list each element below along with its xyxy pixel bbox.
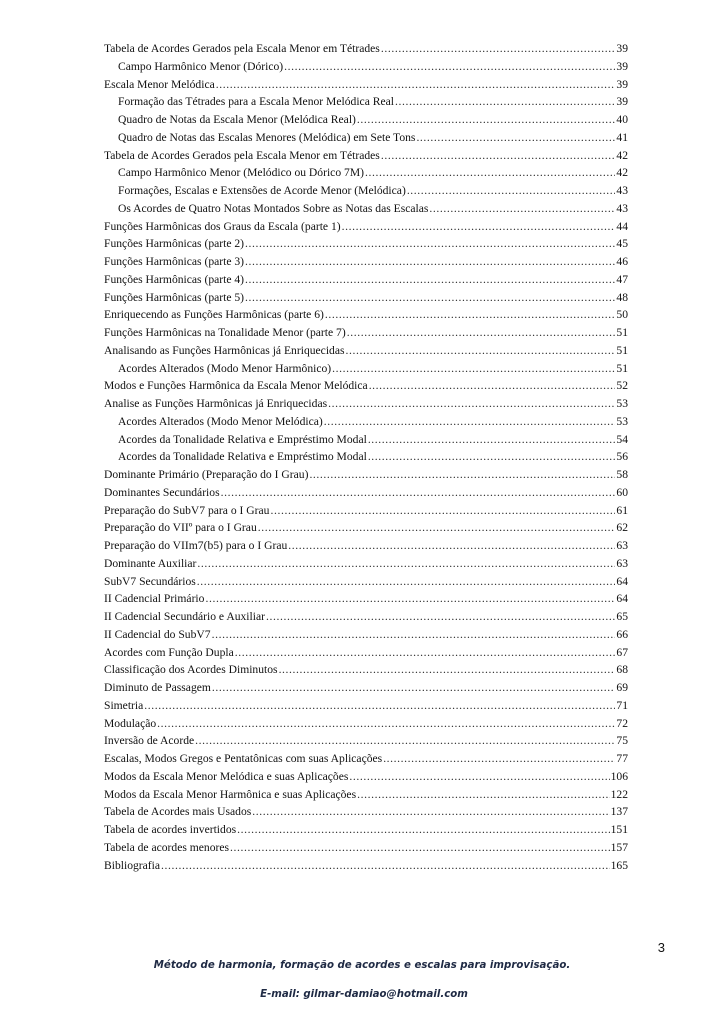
toc-entry-title: Diminuto de Passagem [104, 681, 211, 694]
toc-dot-leader [332, 360, 615, 378]
toc-entry-page: 39 [616, 77, 628, 91]
toc-entry-title: Inversão de Acorde [104, 734, 195, 748]
toc-entry[interactable] [104, 484, 628, 502]
toc-entry-title: II Cadencial Primário [104, 592, 205, 606]
toc-entry-title: Funções Harmônicas (parte 5) [104, 290, 245, 304]
toc-entry[interactable] [104, 839, 628, 857]
toc-entry-page: 46 [616, 255, 628, 268]
toc-dot-leader [407, 182, 616, 200]
toc-dot-leader [157, 715, 615, 733]
toc-entry-page: 43 [616, 184, 628, 197]
toc-entry-page: 68 [616, 663, 628, 677]
toc-entry-title: Classificação dos Acordes Diminutos [104, 663, 278, 677]
toc-entry-title: Quadro de Notas da Escala Menor (Melódica Real) [118, 113, 356, 126]
toc-dot-leader [309, 466, 615, 484]
toc-dot-leader [383, 750, 615, 768]
toc-entry[interactable] [104, 306, 628, 324]
toc-entry-title: Quadro de Notas das Escalas Menores (Melódica) em Sete Tons [118, 130, 416, 144]
toc-entry[interactable] [104, 573, 628, 591]
toc-entry[interactable] [104, 324, 628, 342]
toc-entry-title: Preparação do VIIm7(b5) para o I Grau [104, 539, 288, 552]
toc-entry-page: 54 [616, 432, 628, 446]
toc-entry-page: 51 [616, 343, 628, 357]
toc-dot-leader [144, 697, 615, 715]
toc-entry-page: 52 [616, 379, 628, 393]
toc-entry[interactable] [104, 360, 628, 378]
toc-dot-leader [161, 857, 610, 875]
toc-entry-title: Os Acordes de Quatro Notas Montados Sobre as Notas das Escalas [118, 201, 429, 215]
toc-entry-title: Analise as Funções Harmônicas já Enriquecidas [104, 397, 328, 410]
toc-dot-leader [347, 324, 616, 342]
toc-entry-page: 47 [616, 272, 628, 286]
toc-entry-page: 65 [616, 610, 628, 623]
toc-entry[interactable] [104, 821, 628, 839]
toc-entry-page: 75 [616, 734, 628, 748]
toc-entry-title: II Cadencial Secundário e Auxiliar [104, 610, 265, 623]
toc-entry[interactable] [104, 715, 628, 733]
toc-entry[interactable] [104, 200, 628, 218]
toc-entry-title: II Cadencial do SubV7 [104, 627, 211, 641]
toc-dot-leader [365, 164, 615, 182]
toc-entry-title: Modos da Escala Menor Harmônica e suas Aplicações [104, 787, 357, 801]
toc-dot-leader [266, 608, 615, 626]
toc-entry[interactable] [104, 502, 628, 520]
toc-entry-title: Simetria [104, 698, 144, 712]
toc-entry-page: 122 [610, 787, 628, 801]
toc-dot-leader [369, 377, 616, 395]
toc-entry[interactable] [104, 235, 628, 253]
toc-entry-page: 48 [616, 290, 628, 304]
toc-entry-page: 56 [616, 450, 628, 464]
toc-entry-page: 63 [616, 539, 628, 552]
toc-entry-title: Dominante Primário (Preparação do I Grau) [104, 468, 309, 481]
toc-entry[interactable] [104, 395, 628, 413]
toc-entry[interactable] [104, 218, 628, 236]
toc-entry[interactable] [104, 590, 628, 608]
toc-entry-title: Campo Harmônico Menor (Dórico) [118, 59, 284, 73]
toc-entry-title: Bibliografia [104, 858, 161, 872]
toc-entry-title: Acordes da Tonalidade Relativa e Empréstimo Modal [118, 432, 367, 446]
toc-entry-page: 39 [616, 42, 628, 55]
toc-entry-title: Tabela de Acordes mais Usados [104, 805, 252, 819]
toc-dot-leader [230, 839, 610, 857]
toc-entry[interactable] [104, 732, 628, 750]
toc-dot-leader [328, 395, 615, 413]
toc-entry-page: 66 [616, 627, 628, 641]
toc-dot-leader [212, 626, 616, 644]
toc-entry[interactable] [104, 661, 628, 679]
toc-dot-leader [216, 76, 616, 94]
toc-entry-page: 69 [616, 681, 628, 694]
footer-title-text: Método de harmonia, formação de acordes e escalas para improvisação. [153, 960, 571, 971]
toc-entry-page: 44 [616, 219, 628, 233]
toc-entry-title: Acordes Alterados (Modo Menor Melódica) [118, 414, 323, 428]
toc-entry-title: Tabela de acordes menores [104, 840, 230, 854]
toc-entry-page: 64 [616, 574, 628, 588]
toc-entry-page: 51 [616, 361, 628, 375]
toc-entry[interactable] [104, 555, 628, 573]
toc-entry[interactable] [104, 803, 628, 821]
toc-entry-page: 51 [616, 326, 628, 339]
toc-entry-page: 42 [616, 148, 628, 162]
toc-entry-page: 165 [610, 858, 628, 872]
toc-dot-leader [349, 768, 609, 786]
toc-entry-page: 50 [616, 308, 628, 322]
toc-entry[interactable] [104, 431, 628, 449]
toc-dot-leader [270, 502, 615, 520]
toc-dot-leader [368, 448, 616, 466]
toc-entry[interactable] [104, 253, 628, 271]
toc-entry[interactable] [104, 40, 628, 58]
toc-entry-title: Preparação do SubV7 para o I Grau [104, 503, 270, 517]
toc-entry-title: Modos e Funções Harmônica da Escala Menor Melódica [104, 379, 368, 393]
toc-dot-leader [368, 431, 616, 449]
toc-entry-title: Acordes Alterados (Modo Menor Harmônico) [118, 361, 332, 375]
toc-entry-page: 42 [616, 166, 628, 180]
toc-entry[interactable] [104, 786, 628, 804]
toc-dot-leader [284, 58, 615, 76]
toc-entry[interactable] [104, 644, 628, 662]
toc-dot-leader [342, 218, 616, 236]
toc-entry[interactable] [104, 377, 628, 395]
toc-dot-leader [357, 786, 610, 804]
toc-entry[interactable] [104, 626, 628, 644]
toc-dot-leader [212, 679, 615, 697]
toc-entry[interactable] [104, 750, 628, 768]
toc-dot-leader [258, 519, 616, 537]
toc-entry[interactable] [104, 342, 628, 360]
toc-entry-title: Analisando as Funções Harmônicas já Enriquecidas [104, 343, 345, 357]
toc-entry-title: Enriquecendo as Funções Harmônicas (parte 6) [104, 308, 324, 322]
toc-entry[interactable] [104, 93, 628, 111]
toc-entry[interactable] [104, 413, 628, 431]
toc-dot-leader [197, 555, 615, 573]
toc-entry-page: 53 [616, 397, 628, 410]
toc-entry[interactable] [104, 289, 628, 307]
toc-entry-page: 137 [610, 805, 628, 819]
toc-entry[interactable] [104, 537, 628, 555]
toc-entry-title: Funções Harmônicas dos Graus da Escala (parte 1) [104, 219, 341, 233]
toc-entry-page: 72 [616, 716, 628, 730]
toc-dot-leader [197, 573, 616, 591]
toc-entry-title: Funções Harmônicas (parte 4) [104, 272, 245, 286]
footer-title [0, 960, 728, 971]
toc-entry-title: Modos da Escala Menor Melódica e suas Aplicações [104, 769, 349, 783]
toc-entry-page: 64 [616, 592, 628, 606]
toc-entry-title: Tabela de acordes invertidos [104, 823, 237, 836]
toc-entry-title: Formações, Escalas e Extensões de Acorde Menor (Melódica) [118, 184, 406, 197]
toc-entry-title: SubV7 Secundários [104, 574, 196, 588]
toc-entry[interactable] [104, 164, 628, 182]
toc-entry-page: 58 [616, 468, 628, 481]
toc-entry-title: Tabela de Acordes Gerados pela Escala Menor em Tétrades [104, 42, 380, 55]
toc-dot-leader [324, 413, 616, 431]
toc-entry[interactable] [104, 608, 628, 626]
toc-entry-page: 60 [616, 485, 628, 499]
toc-entry-page: 45 [616, 237, 628, 251]
toc-entry-page: 106 [610, 769, 628, 783]
toc-entry-title: Dominantes Secundários [104, 485, 220, 499]
toc-entry-page: 61 [616, 503, 628, 517]
toc-entry-title: Formação das Tétrades para a Escala Menor Melódica Real [118, 95, 394, 109]
toc-dot-leader [429, 200, 615, 218]
toc-entry[interactable] [104, 182, 628, 200]
toc-entry-page: 151 [610, 823, 628, 836]
toc-dot-leader [325, 306, 616, 324]
toc-dot-leader [416, 129, 615, 147]
toc-dot-leader [245, 289, 615, 307]
toc-entry-title: Escala Menor Melódica [104, 77, 215, 91]
toc-dot-leader [235, 644, 616, 662]
toc-dot-leader [195, 732, 615, 750]
toc-entry[interactable] [104, 129, 628, 147]
toc-dot-leader [395, 93, 615, 111]
toc-dot-leader [205, 590, 615, 608]
toc-entry-page: 39 [616, 95, 628, 109]
toc-entry-page: 67 [616, 645, 628, 659]
toc-entry-title: Acordes com Função Dupla [104, 645, 234, 659]
toc-entry-page: 71 [616, 698, 628, 712]
toc-dot-leader [245, 271, 615, 289]
toc-entry-title: Modulação [104, 716, 157, 730]
toc-entry[interactable] [104, 697, 628, 715]
table-of-contents [104, 40, 628, 874]
toc-entry[interactable] [104, 679, 628, 697]
toc-entry[interactable] [104, 76, 628, 94]
toc-entry-title: Preparação do VIIº para o I Grau [104, 521, 257, 535]
toc-dot-leader [279, 661, 616, 679]
toc-dot-leader [346, 342, 616, 360]
toc-entry-page: 63 [616, 556, 628, 570]
toc-entry-page: 157 [610, 840, 628, 854]
toc-entry-page: 41 [616, 130, 628, 144]
toc-entry[interactable] [104, 271, 628, 289]
toc-entry[interactable] [104, 448, 628, 466]
toc-dot-leader [221, 484, 616, 502]
toc-entry-page: 40 [616, 113, 628, 126]
toc-dot-leader [245, 253, 615, 271]
toc-dot-leader [381, 40, 616, 58]
toc-entry-title: Escalas, Modos Gregos e Pentatônicas com suas Aplicações [104, 752, 383, 765]
toc-entry[interactable] [104, 768, 628, 786]
toc-entry-page: 43 [616, 201, 628, 215]
toc-dot-leader [288, 537, 615, 555]
toc-dot-leader [245, 235, 615, 253]
toc-entry[interactable] [104, 466, 628, 484]
toc-entry-page: 39 [616, 59, 628, 73]
toc-dot-leader [357, 111, 616, 129]
toc-entry-title: Funções Harmônicas na Tonalidade Menor (parte 7) [104, 326, 346, 339]
footer-email: E-mail: gilmar-damiao@hotmail.com [260, 989, 468, 1000]
toc-entry[interactable] [104, 857, 628, 875]
toc-entry-title: Funções Harmônicas (parte 3) [104, 255, 245, 268]
toc-entry-title: Dominante Auxiliar [104, 556, 197, 570]
toc-dot-leader [252, 803, 609, 821]
toc-entry[interactable] [104, 111, 628, 129]
toc-dot-leader [237, 821, 609, 839]
toc-entry[interactable] [104, 147, 628, 165]
toc-entry-title: Funções Harmônicas (parte 2) [104, 237, 245, 251]
toc-entry-page: 53 [616, 414, 628, 428]
toc-entry-page: 62 [616, 521, 628, 535]
toc-entry-page: 77 [616, 752, 628, 765]
toc-dot-leader [381, 147, 616, 165]
page-number: 3 [657, 940, 665, 955]
toc-entry-title: Campo Harmônico Menor (Melódico ou Dórico 7M) [118, 166, 364, 180]
toc-entry-title: Tabela de Acordes Gerados pela Escala Menor em Tétrades [104, 148, 380, 162]
toc-entry[interactable] [104, 58, 628, 76]
toc-entry[interactable] [104, 519, 628, 537]
toc-entry-title: Acordes da Tonalidade Relativa e Empréstimo Modal [118, 450, 367, 464]
